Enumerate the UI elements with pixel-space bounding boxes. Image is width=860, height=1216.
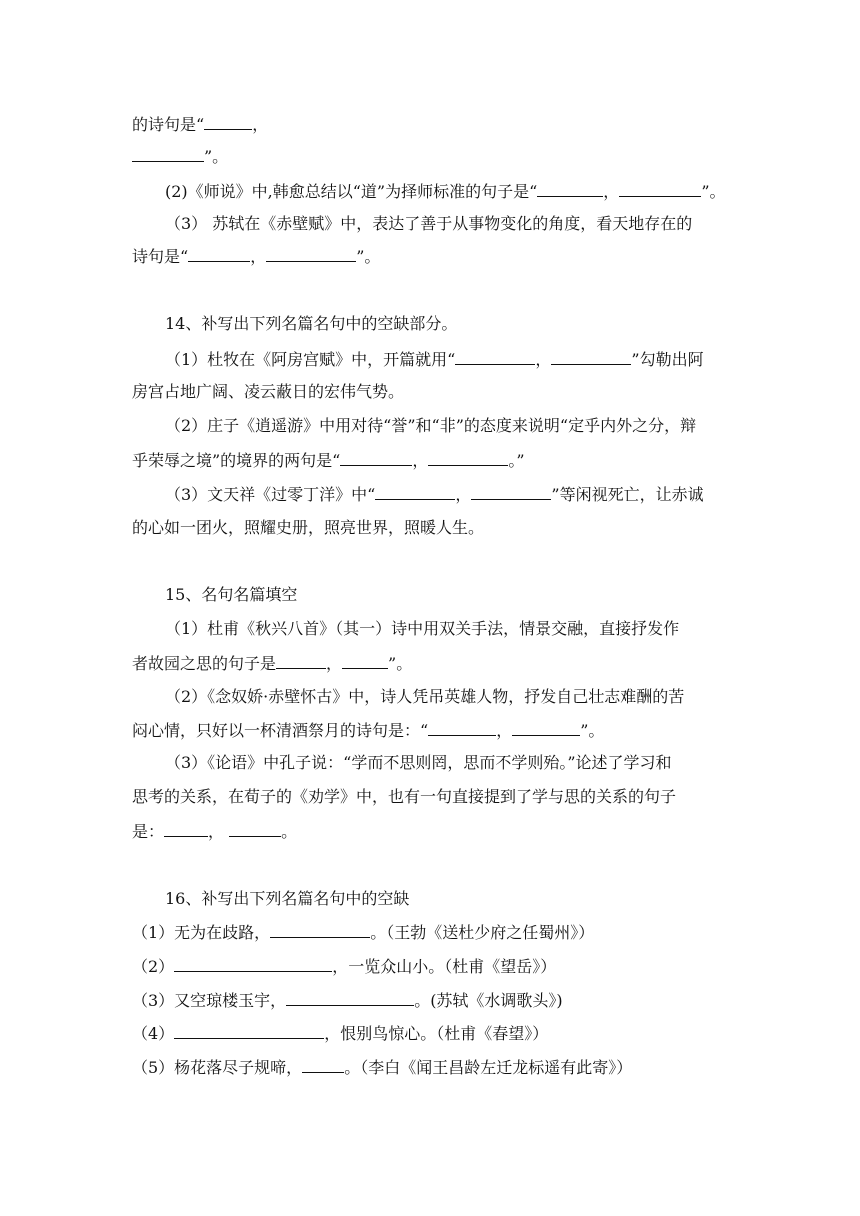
text-line: （5）杨花落尽子规啼， 。（李白《闻王昌龄左迁龙标遥有此寄》） — [132, 1058, 633, 1077]
answer-blank[interactable] — [204, 113, 252, 130]
text-line: 乎荣辱之境”的境界的两句是“ ， 。” — [132, 451, 525, 470]
text-line: （2）庄子《逍遥游》中用对待“誉”和“非”的态度来说明“定乎内外之分，辩 — [165, 416, 697, 435]
answer-blank[interactable] — [375, 483, 455, 500]
text-line: (2)《师说》中,韩愈总结以“道”为择师标准的句子是“ ， ”。 — [165, 182, 726, 201]
text-line: ”。 — [132, 145, 228, 168]
answer-blank[interactable] — [266, 245, 356, 262]
text-line: （2）《念奴娇·赤壁怀古》中，诗人凭吊英雄人物，抒发自己壮志难酬的苦 — [165, 687, 685, 706]
answer-blank[interactable] — [270, 921, 370, 938]
text-line: 是： ， 。 — [132, 822, 298, 841]
answer-blank[interactable] — [229, 820, 281, 837]
text-line: （3）又空琼楼玉宇， 。(苏轼《水调歌头》) — [132, 991, 563, 1010]
answer-blank[interactable] — [340, 449, 412, 466]
question-heading: 16、补写出下列名篇名句中的空缺 — [165, 889, 410, 908]
answer-blank[interactable] — [537, 180, 603, 197]
text-line: 诗句是“ ， ”。 — [132, 247, 381, 266]
answer-blank[interactable] — [342, 652, 388, 669]
answer-blank[interactable] — [619, 180, 701, 197]
text-line: 思考的关系，在荀子的《劝学》中，也有一句直接提到了学与思的关系的句子 — [132, 787, 677, 806]
question-heading: 14、补写出下列名篇名句中的空缺部分。 — [165, 314, 458, 333]
text-line: （3） 苏轼在《赤壁赋》中，表达了善于从事物变化的角度，看天地存在的 — [165, 214, 693, 233]
text-line: 的诗句是“ ， — [132, 115, 269, 134]
answer-blank[interactable] — [471, 483, 551, 500]
text-line: （1）杜牧在《阿房宫赋》中，开篇就用“ ， ”勾勒出阿 — [165, 350, 704, 369]
text-line: （2） ，一览众山小。（杜甫《望岳》） — [132, 957, 557, 976]
text-line: 者故园之思的句子是 ， ”。 — [132, 654, 413, 673]
answer-blank[interactable] — [428, 449, 508, 466]
answer-blank[interactable] — [428, 719, 496, 736]
answer-blank[interactable] — [302, 1056, 344, 1073]
answer-blank[interactable] — [512, 719, 580, 736]
text-line: （3）文天祥《过零丁洋》中“ ， ”等闲视死亡，让赤诚 — [165, 485, 704, 504]
text-line: 闷心情，只好以一杯清酒祭月的诗句是：“ ， ”。 — [132, 721, 605, 740]
question-heading: 15、名句名篇填空 — [165, 585, 298, 604]
text-line: （4） ，恨别鸟惊心。（杜甫《春望》） — [132, 1024, 549, 1043]
answer-blank[interactable] — [286, 989, 414, 1006]
answer-blank[interactable] — [132, 145, 204, 162]
text-line: 的心如一团火，照耀史册，照亮世界，照暖人生。 — [132, 518, 485, 537]
answer-blank[interactable] — [164, 820, 208, 837]
answer-blank[interactable] — [551, 348, 631, 365]
text-line: 房宫占地广阔、凌云蔽日的宏伟气势。 — [132, 382, 405, 401]
answer-blank[interactable] — [188, 245, 250, 262]
text-line: （3）《论语》中孔子说：“学而不思则罔，思而不学则殆。”论述了学习和 — [165, 753, 672, 772]
answer-blank[interactable] — [276, 652, 326, 669]
answer-blank[interactable] — [174, 1022, 324, 1039]
answer-blank[interactable] — [174, 955, 332, 972]
text-line: （1）杜甫《秋兴八首》（其一）诗中用双关手法，情景交融，直接抒发作 — [165, 619, 680, 638]
answer-blank[interactable] — [455, 348, 535, 365]
text-line: （1）无为在歧路， 。（王勃《送杜少府之任蜀州》） — [132, 923, 595, 942]
